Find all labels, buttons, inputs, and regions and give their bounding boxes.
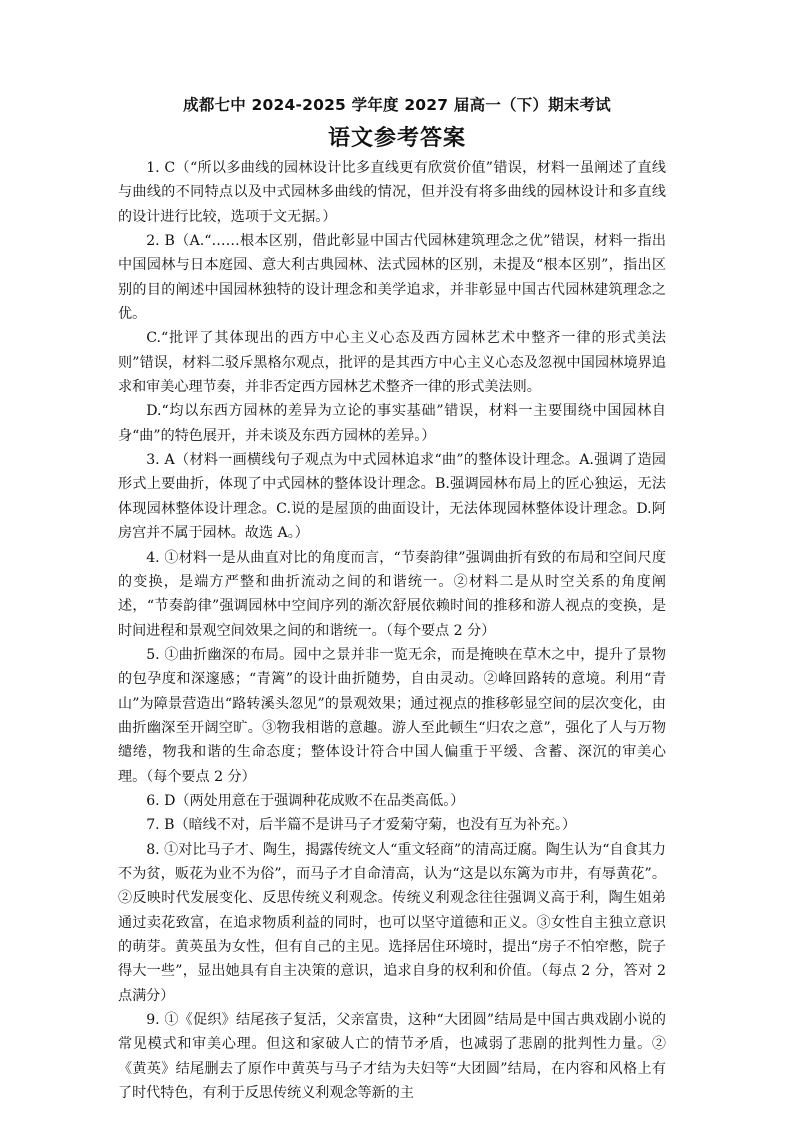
answer-5: 5. ①曲折幽深的布局。园中之景并非一览无余，而是掩映在草木之中，提升了景物的包孕度和深邃感；“青篱”的设计曲折随势，自由灵动。②峰回路转的意境。利用“青山”为障景营造出“路转溪头忽见”的景观效果；通过视点的推移彰显空间的层次变化，由曲折幽深至开阔空旷。③物我相谐的意趣。游人至此顿生“归农之意”，强化了人与万物缱绻，物我和谐的生命态度；整体设计符合中国人偏重于平缓、含蓄、深沉的审美心理。（每个要点 2 分） [118,646,666,785]
answer-4: 4. ①材料一是从曲直对比的角度而言，“节奏韵律”强调曲折有致的布局和空间尺度的变换，是端方严整和曲折流动之间的和谐统一。②材料二是从时空关系的角度阐述，“节奏韵律”强调园林中空间序列的渐次舒展依赖时间的推移和游人视点的变换，是时间进程和景观空间效果之间的和谐统一。（每个要点 2 分） [118,549,666,639]
answer-1: 1. C（“所以多曲线的园林设计比多直线更有欣赏价值”错误，材料一虽阐述了直线与曲线的不同特点以及中式园林多曲线的情况，但并没有将多曲线的园林设计和多直线的设计进行比较，选项于文无据。） [118,160,666,225]
answer-body [118,156,666,1105]
answer-8: 8. ①对比马子才、陶生，揭露传统文人“重文轻商”的清高迂腐。陶生认为“自食其力不为贫，贩花为业不为俗”，而马子才自命清高，认为“这是以东篱为市井，有辱黄花”。②反映时代发展变化、反思传统义利观念。传统义利观念往往强调义高于利，陶生姐弟通过卖花致富，在追求物质利益的同时，也可以坚守道德和正义。③女性自主独立意识的萌芽。黄英虽为女性，但有自己的主见。选择居住环境时，提出“房子不怕窄憋，院子得大一些”，显出她具有自主决策的意识，追求自身的权利和价值。（每点 2 分，答对 2 点满分） [118,841,666,1004]
answer-2-option-d: D.“均以东西方园林的差异为立论的事实基础”错误，材料一主要围绕中国园林自身“曲”的特色展开，并未谈及东西方园林的差异。） [118,403,666,444]
answer-2: 2. B（A.“……根本区别，借此彰显中国古代园林建筑理念之优”错误，材料一指出中国园林与日本庭园、意大利古典园林、法式园林的区别，未提及“根本区别”，指出区别的目的阐述中国园林独特的设计理念和美学追求，并非彰显中国古代园林建筑理念之优。 [118,233,666,323]
exam-title: 成都七中 2024-2025 学年度 2027 届高一（下）期末考试 [183,96,611,114]
page-title: 语文参考答案 [327,125,466,151]
answer-2-option-c: C.“批评了其体现出的西方中心主义心态及西方园林艺术中整齐一律的形式美法则”错误，材料二驳斥黑格尔观点，批评的是其西方中心主义心态及忽视中国园林境界追求和审美心理节奏，并非否定西方园林艺术整齐一律的形式美法则。 [118,330,666,396]
answer-3: 3. A（材料一画横线句子观点为中式园林追求“曲”的整体设计理念。A.强调了造园形式上要曲折，体现了中式园林的整体设计理念。B.强调园林布局上的匠心独运，无法体现园林整体设计理念。C.说的是屋顶的曲面设计，无法体现园林整体设计理念。D.阿房宫并不属于园林。故选 A。） [118,452,666,542]
answer-9: 9. ①《促织》结尾孩子复活，父亲富贵，这种“大团圆”结局是中国古典戏剧小说的常见模式和审美心理。但这和家破人亡的情节矛盾，也减弱了悲剧的批判性力量。②《黄英》结尾删去了原作中黄英与马子才结为夫妇等“大团圆”结局，在内容和风格上有了时代特色，有利于反思传统义利观念等新的主 [118,1012,666,1102]
answer-6: 6. D（两处用意在于强调种花成败不在品类高低。） [146,792,465,809]
answer-7: 7. B（暗线不对，后半篇不是讲马子才爱菊守菊，也没有互为补充。） [146,817,577,834]
